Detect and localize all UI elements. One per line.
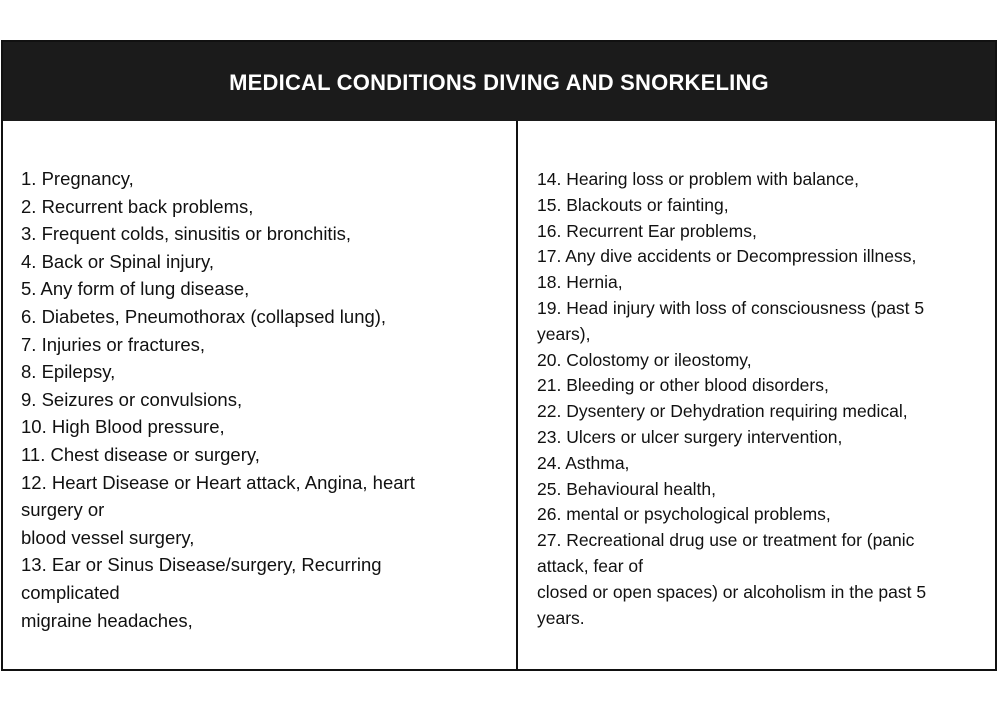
list-item: 16. Recurrent Ear problems, bbox=[537, 220, 757, 241]
list-item: 5. Any form of lung disease, bbox=[21, 278, 250, 300]
list-item: 9. Seizures or convulsions, bbox=[21, 388, 243, 410]
table-header bbox=[3, 42, 995, 121]
list-item: 27. Recreational drug use or treatment for (panic attack, fear of closed or open spaces) or alcoholism in the past 5 years. bbox=[537, 530, 927, 628]
right-column bbox=[518, 121, 995, 669]
list-item: 24. Asthma, bbox=[537, 452, 630, 473]
list-item: 17. Any dive accidents or Decompression illness, bbox=[537, 246, 917, 267]
left-column bbox=[3, 121, 518, 669]
left-condition-list bbox=[21, 165, 516, 634]
list-item: 6. Diabetes, Pneumothorax (collapsed lung), bbox=[21, 305, 387, 327]
list-item: 25. Behavioural health, bbox=[537, 478, 717, 499]
list-item: 21. Bleeding or other blood disorders, bbox=[537, 375, 829, 396]
list-item: 18. Hernia, bbox=[537, 272, 623, 293]
list-item: 13. Ear or Sinus Disease/surgery, Recurring complicated migraine headaches, bbox=[21, 554, 382, 631]
list-item: 19. Head injury with loss of consciousness (past 5 years), bbox=[537, 297, 925, 344]
right-condition-list bbox=[537, 167, 965, 631]
list-item: 7. Injuries or fractures, bbox=[21, 333, 206, 355]
list-item: 12. Heart Disease or Heart attack, Angina, heart surgery or blood vessel surgery, bbox=[21, 471, 415, 548]
list-item: 15. Blackouts or fainting, bbox=[537, 194, 729, 215]
list-item: 2. Recurrent back problems, bbox=[21, 195, 254, 217]
list-item: 4. Back or Spinal injury, bbox=[21, 250, 214, 272]
list-item: 8. Epilepsy, bbox=[21, 361, 116, 383]
page-title: MEDICAL CONDITIONS DIVING AND SNORKELING bbox=[229, 69, 769, 95]
list-item: 23. Ulcers or ulcer surgery intervention, bbox=[537, 426, 843, 447]
list-item: 14. Hearing loss or problem with balance, bbox=[537, 169, 859, 189]
list-item: 22. Dysentery or Dehydration requiring medical, bbox=[537, 401, 908, 422]
list-item: 11. Chest disease or surgery, bbox=[21, 443, 260, 465]
list-item: 26. mental or psychological problems, bbox=[537, 504, 831, 525]
list-item: 3. Frequent colds, sinusitis or bronchitis, bbox=[21, 223, 352, 245]
list-item: 1. Pregnancy, bbox=[21, 168, 134, 189]
conditions-table bbox=[1, 40, 997, 671]
list-item: 10. High Blood pressure, bbox=[21, 416, 225, 438]
list-item: 20. Colostomy or ileostomy, bbox=[537, 349, 752, 370]
